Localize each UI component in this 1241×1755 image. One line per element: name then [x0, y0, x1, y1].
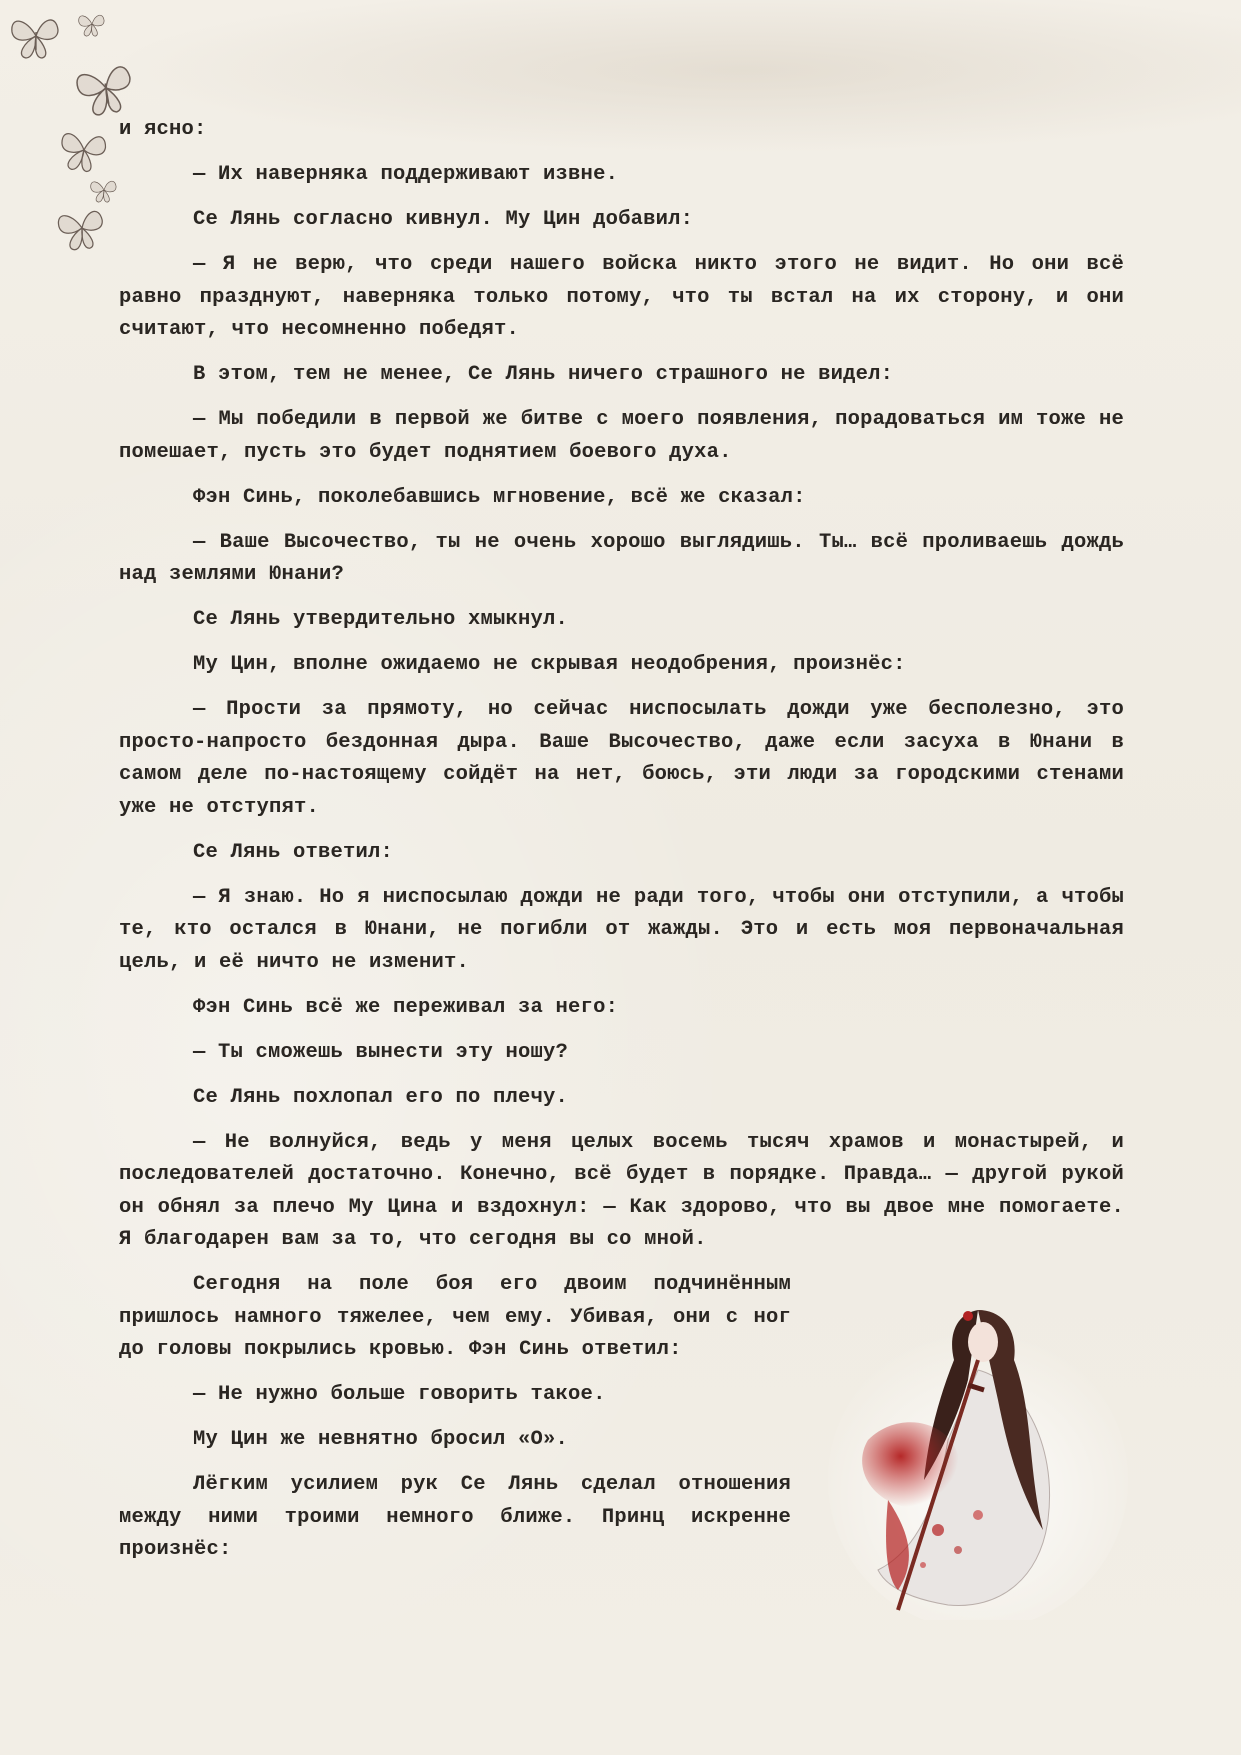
paragraph: Лёгким усилием рук Се Лянь сделал отношения между ними троими немного ближе. Принц искренне произнёс: — [119, 1473, 791, 1561]
paragraph: — Мы победили в первой же битве с моего появления, порадоваться им тоже не помешает, пусть это будет поднятием боевого духа. — [119, 408, 1124, 464]
paragraph: и ясно: — [119, 118, 207, 141]
paragraph: — Не волнуйся, ведь у меня целых восемь тысяч храмов и монастырей, и последователей достаточно. Конечно, всё будет в порядке. Правда… — другой рукой он обнял за плечо Му Цина и вздохнул: — Как здорово, что вы двое мне помогаете. Я благодарен вам за то, что сегодня вы со мной. — [119, 1130, 1124, 1251]
paragraph: Фэн Синь всё же переживал за него: — [193, 995, 619, 1019]
butterfly-icon — [58, 132, 106, 174]
paragraph: Фэн Синь, поколебавшись мгновение, всё же сказал: — [193, 485, 806, 509]
paragraph: — Прости за прямоту, но сейчас ниспосылать дожди уже бесполезно, это просто-напросто бездонная дыра. Ваше Высочество, даже если засуха в Юнани в самом деле по-настоящему сойдёт на нет, боюсь, эти люди за городскими стенами уже не отступят. — [119, 698, 1124, 819]
paragraph: — Их наверняка поддерживают извне. — [193, 163, 619, 186]
paragraph: — Ты сможешь вынести эту ношу? — [193, 1040, 569, 1064]
butterfly-icon — [75, 65, 135, 117]
paragraph: Се Лянь ответил: — [193, 840, 394, 864]
butterfly-icon — [12, 20, 58, 58]
paragraph: Се Лянь согласно кивнул. Му Цин добавил: — [193, 208, 694, 231]
paragraph: — Я не верю, что среди нашего войска никто этого не видит. Но они всё равно празднуют, наверняка только потому, что ты встал на их сторону, и они считают, что несомненно победят. — [119, 253, 1124, 341]
character-illustration — [828, 1290, 1128, 1620]
paragraph: — Я знаю. Но я ниспосылаю дожди не ради того, чтобы они отступили, а чтобы те, кто остался в Юнани, не погибли от жажды. Это и есть моя первоначальная цель, и её ничто не изменит. — [119, 885, 1124, 974]
butterfly-icon — [91, 181, 116, 202]
paragraph: В этом, тем не менее, Се Лянь ничего страшного не видел: — [193, 363, 894, 386]
paragraph: Сегодня на поле боя его двоим подчинённым пришлось намного тяжелее, чем ему. Убивая, они с ног до головы покрылись кровью. Фэн Синь ответил: — [119, 1273, 791, 1361]
paragraph: Му Цин же невнятно бросил «О». — [193, 1428, 569, 1451]
butterfly-icon — [79, 15, 104, 36]
paragraph: — Не нужно больше говорить такое. — [193, 1383, 606, 1406]
paragraph: Се Лянь утвердительно хмыкнул. — [193, 608, 569, 631]
butterfly-icon — [58, 211, 105, 252]
paragraph: Се Лянь похлопал его по плечу. — [193, 1085, 569, 1109]
paragraph: Му Цин, вполне ожидаемо не скрывая неодобрения, произнёс: — [193, 653, 906, 676]
paragraph: — Ваше Высочество, ты не очень хорошо выглядишь. Ты… всё проливаешь дождь над землями Юнани? — [119, 530, 1124, 586]
